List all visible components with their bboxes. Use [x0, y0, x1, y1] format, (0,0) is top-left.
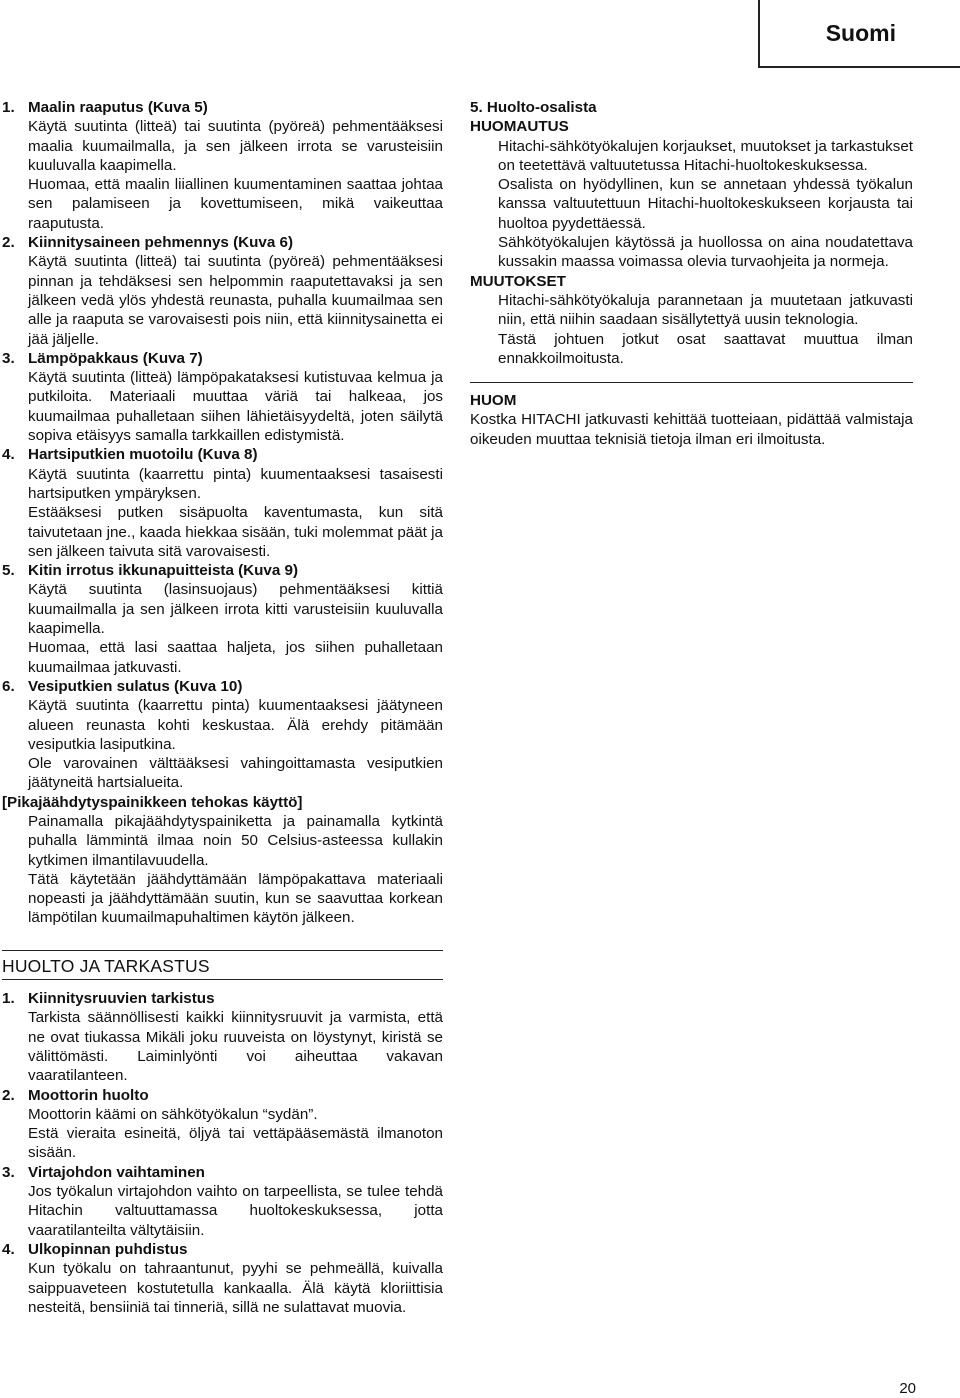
notice-paragraph: Osalista on hyödyllinen, kun se annetaan yhdessä työkalun kanssa valtuutettuun Hitachi-huoltokeskukseen korjausta tai huoltoa pyydettäessä. — [498, 176, 913, 232]
cooling-paragraph: Painamalla pikajäähdytyspainiketta ja painamalla kytkintä puhalla lämmintä ilmaa noin 50 Celsius-asteessa kullakin kytkimen ilmantilavuudella. — [28, 812, 443, 869]
instruction-item — [2, 349, 443, 445]
item-paragraph: Käytä suutinta (lasinsuojaus) pehmentääksesi kittiä kuumailmalla ja sen jälkeen irrota kitti varusteisiin kuuluvalla kaapimella. — [28, 581, 443, 638]
item-paragraph: Huomaa, että maalin liiallinen kuumentaminen saattaa johtaa sen palamiseen ja kovettumiseen, mikä vaikeuttaa raaputusta. — [28, 176, 443, 232]
note-paragraph: Kostka HITACHI jatkuvasti kehittää tuotteiaan, pidättää valmistaja oikeuden muuttaa teknisiä tietoja ilman eri ilmoitusta. — [470, 411, 913, 448]
changes-paragraph: Hitachi-sähkötyökaluja parannetaan ja muutetaan jatkuvasti niin, että niihin saadaan sisällytettyä uusin teknologia. — [498, 291, 913, 329]
page-number: 20 — [899, 1380, 916, 1397]
item-paragraph: Käytä suutinta (litteä) lämpöpakataksesi kutistuvaa kelmua ja putkiloita. Materiaali muuttaa väriä tai halkeaa, jos kuumailmaa puhalletaan siihen lähietäisyydeltä, joten säilytä sopiva etäisyys samalla tarkkaillen edistymistä. — [28, 369, 443, 445]
item-paragraph: Ole varovainen välttääksesi vahingoittamasta vesiputkien jäätyneitä hartsialueita. — [28, 755, 443, 792]
item-number: 4. — [2, 446, 15, 464]
item-paragraph: Käytä suutinta (litteä) tai suutinta (pyöreä) pehmentääksesi pinnan ja tehdäksesi sen helpommin raaputettavaksi ja sen jälkeen vedä ylös yhdestä reunasta, puhalla kuumailmaa sen alle ja raaputa se varovaisesti pois niin, että kiinnitysainetta ei jää jäljelle. — [28, 253, 443, 348]
notice-paragraph: Hitachi-sähkötyökalujen korjaukset, muutokset ja tarkastukset on teetettävä valtuutetussa Hitachi-huoltokeskuksessa. — [498, 137, 913, 174]
left-column — [2, 98, 443, 1317]
item-title: Kiinnitysaineen pehmennys (Kuva 6) — [28, 234, 294, 252]
maintenance-item — [2, 1086, 443, 1163]
instruction-item — [2, 98, 443, 233]
changes-paragraph: Tästä johtuen jotkut osat saattavat muuttua ilman ennakkoilmoitusta. — [498, 330, 913, 367]
parts-list-heading: 5. Huolto-osalista — [470, 99, 597, 116]
item-paragraph: Estääksesi putken sisäpuolta kaventumasta, kun sitä taivutetaan jne., kaada hiekkaa sisään, tuki molemmat päät ja sen jälkeen taivuta sitä varovaisesti. — [28, 504, 443, 560]
item-number: 1. — [2, 990, 15, 1008]
notice-paragraph: Sähkötyökalujen käytössä ja huollossa on aina noudatettava kussakin maassa voimassa olevia turvaohjeita ja normeja. — [498, 234, 913, 271]
item-paragraph: Tarkista säännöllisesti kaikki kiinnitysruuvit ja varmista, että ne ovat tiukassa Mikäli joku ruuveista on löystynyt, kiristä se välittömästi. Laiminlyönti voi aiheuttaa vakavan vaaratilanteen. — [28, 1009, 443, 1085]
maintenance-item — [2, 1163, 443, 1240]
item-number: 5. — [2, 562, 15, 580]
item-number: 4. — [2, 1240, 15, 1258]
item-title: Ulkopinnan puhdistus — [28, 1240, 188, 1258]
item-title: Vesiputkien sulatus (Kuva 10) — [28, 677, 243, 695]
notice-label: HUOMAUTUS — [470, 118, 569, 136]
instruction-item — [2, 445, 443, 561]
note-label: HUOM — [470, 392, 517, 410]
item-title: Virtajohdon vaihtaminen — [28, 1163, 205, 1181]
item-number: 2. — [2, 1086, 15, 1104]
item-paragraph: Kun työkalu on tahraantunut, pyyhi se pehmeällä, kuivalla saippuaveteen kostutetulla kankaalla. Älä käytä kloriittisia nesteitä, bensiiniä tai tinneriä, sillä ne sulattavat muovia. — [28, 1260, 443, 1316]
item-number: 3. — [2, 349, 15, 367]
cooling-button-section — [2, 793, 443, 928]
cooling-paragraph: Tätä käytetään jäähdyttämään lämpöpakattava materiaali nopeasti ja jäähdyttämään suutin, kun se saavuttaa korkean lämpötilan kuumailmapuhaltimen käytön jälkeen. — [28, 870, 443, 927]
item-paragraph: Huomaa, että lasi saattaa haljeta, jos siihen puhalletaan kuumailmaa jatkuvasti. — [28, 639, 443, 676]
note-divider — [470, 382, 913, 383]
section-divider — [2, 950, 443, 951]
item-title: Maalin raaputus (Kuva 5) — [28, 99, 208, 116]
item-paragraph: Jos työkalun virtajohdon vaihto on tarpeellista, se tulee tehdä Hitachin valtuuttamassa huoltokeskuksessa, jotta vaaratilanteilta vältytäisiin. — [28, 1183, 443, 1239]
item-title: Lämpöpakkaus (Kuva 7) — [28, 349, 203, 367]
instruction-item — [2, 561, 443, 677]
item-title: Kitin irrotus ikkunapuitteista (Kuva 9) — [28, 562, 299, 580]
item-title: Moottorin huolto — [28, 1086, 149, 1104]
maintenance-item — [2, 989, 443, 1085]
right-column — [470, 98, 913, 449]
language-label: Suomi — [825, 20, 896, 46]
item-title: Kiinnitysruuvien tarkistus — [28, 990, 215, 1008]
item-number: 3. — [2, 1163, 15, 1181]
cooling-heading: [Pikajäähdytyspainikkeen tehokas käyttö] — [2, 793, 303, 811]
changes-label: MUUTOKSET — [470, 272, 566, 290]
item-title: Hartsiputkien muotoilu (Kuva 8) — [28, 446, 258, 464]
item-paragraph: Käytä suutinta (litteä) tai suutinta (pyöreä) pehmentääksesi maalia kuumailmalla, ja sen jälkeen irrota se varusteisiin kuuluvalla kaapimella. — [28, 118, 443, 174]
maintenance-item — [2, 1240, 443, 1317]
instruction-item — [2, 677, 443, 793]
item-paragraph: Käytä suutinta (kaarrettu pinta) kuumentaaksesi jäätyneen alueen reunasta kohti keskustaa. Älä erehdy pitämään vesiputkia lasiputkina. — [28, 697, 443, 753]
item-number: 6. — [2, 677, 15, 695]
instruction-item — [2, 233, 443, 349]
item-paragraph: Käytä suutinta (kaarrettu pinta) kuumentaaksesi tasaisesti hartsiputken ympäryksen. — [28, 465, 443, 502]
item-number: 1. — [2, 99, 15, 116]
item-paragraph: Estä vieraita esineitä, öljyä tai vettäpääsemästä ilmanoton sisään. — [28, 1125, 443, 1162]
maintenance-heading: HUOLTO JA TARKASTUS — [2, 957, 443, 980]
item-number: 2. — [2, 234, 15, 252]
language-tab — [758, 0, 960, 68]
item-paragraph: Moottorin käämi on sähkötyökalun “sydän”. — [28, 1105, 318, 1123]
